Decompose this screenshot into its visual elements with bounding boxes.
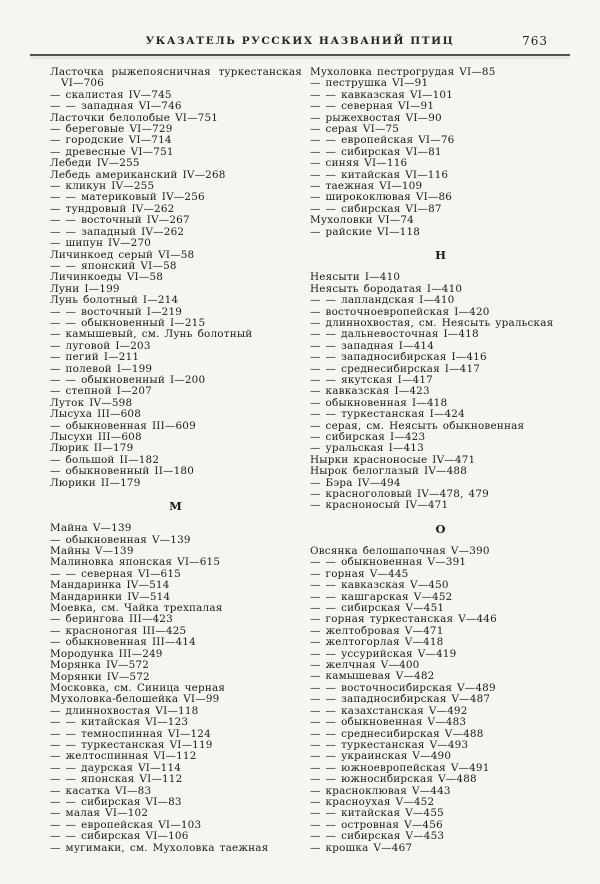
index-entry: Мандаринки IV—514 xyxy=(50,591,171,603)
index-entry: — — якутская I—417 xyxy=(310,374,433,386)
index-entry: Нырки красноносые IV—471 xyxy=(310,454,476,466)
index-entry: — касатка VI—83 xyxy=(50,785,152,797)
index-entry: — — кавказская VI—101 xyxy=(310,89,454,101)
index-entry: — — западносибирская I—416 xyxy=(310,352,487,364)
index-entry: — — туркестанская V—493 xyxy=(310,739,469,751)
index-entry: — — китайская VI—123 xyxy=(50,717,189,729)
index-entry: — уральская I—413 xyxy=(310,443,424,455)
index-entry: — таежная VI—109 xyxy=(310,181,423,193)
index-entry: — — китайская VI—116 xyxy=(310,169,449,181)
index-entry: — — дальневосточная I—418 xyxy=(310,329,479,341)
index-entry: Лебеди IV—255 xyxy=(50,158,140,170)
index-entry: Нырок белоглазый IV—488 xyxy=(310,466,468,478)
index-entry: Луни I—199 xyxy=(50,283,120,295)
index-entry: — степной I—207 xyxy=(50,386,152,398)
index-entry: — большой II—182 xyxy=(50,454,160,466)
index-entry: — обыкновенная I—418 xyxy=(310,397,448,409)
index-entry: Мухоловки VI—74 xyxy=(310,215,414,227)
index-entry: — красноклювая V—443 xyxy=(310,785,451,797)
index-entry: Ласточка рыжепоясничная туркестанская xyxy=(50,67,302,78)
index-entry: — — китайская V—455 xyxy=(310,808,444,820)
index-column-left xyxy=(50,67,302,854)
index-entry: Морянки IV—572 xyxy=(50,671,150,683)
index-entry: — — сибирская V—451 xyxy=(310,603,445,615)
index-entry: — городские VI—714 xyxy=(50,135,172,147)
index-entry: — полевой I—199 xyxy=(50,363,153,375)
index-entry: Овсянка белошапочная V—390 xyxy=(310,546,490,557)
index-entry: Лысуха III—608 xyxy=(50,409,142,421)
index-entry: — Бэра IV—494 xyxy=(310,477,401,489)
index-entry: — — северная VI—615 xyxy=(50,568,181,580)
index-entry: — обыкновенная III—414 xyxy=(50,637,196,649)
index-entry: — — туркестанская VI—119 xyxy=(50,739,213,751)
index-entry: — серая, см. Неясыть обыкновенная xyxy=(310,420,525,432)
index-entry: — пегий I—211 xyxy=(50,352,140,364)
index-entry: — длиннохвостая, см. Неясыть уральская xyxy=(310,317,554,329)
index-entry: — малая VI—102 xyxy=(50,808,149,820)
index-entry: — камышевая V—482 xyxy=(310,671,435,683)
index-entry: — — обыкновенный I—200 xyxy=(50,374,206,386)
index-entry: Майны V—139 xyxy=(50,546,134,558)
index-entry: — желчная V—400 xyxy=(310,660,420,672)
index-entry: — — японский VI—58 xyxy=(50,260,177,272)
index-entry: — желтоспинная VI—112 xyxy=(50,751,197,763)
index-entry: Лунь болотный I—214 xyxy=(50,295,179,307)
index-entry: — обыкновенная III—609 xyxy=(50,420,196,432)
index-entry: — — сибирская VI—83 xyxy=(50,796,182,808)
index-entry: — — сибирская V—453 xyxy=(310,831,445,843)
section-letter: Н xyxy=(435,248,447,263)
index-entry: — — кашгарская V—452 xyxy=(310,591,453,603)
section-letter: М xyxy=(169,499,183,514)
index-entry: Личинкоеды VI—58 xyxy=(50,272,164,284)
index-entry: — шипун IV—270 xyxy=(50,238,152,250)
index-entry: Неясыти I—410 xyxy=(310,272,401,284)
index-entry: — берингова III—423 xyxy=(50,614,173,626)
index-entry: — желтобровая V—471 xyxy=(310,625,444,637)
index-entry: — сибирская I—423 xyxy=(310,431,426,443)
index-entry: — камышевый, см. Лунь болотный xyxy=(50,329,253,341)
index-entry: Мухоловка-белошейка VI—99 xyxy=(50,694,220,706)
index-entry: — длиннохвостая VI—118 xyxy=(50,705,199,717)
index-entry: — — уссурийская V—419 xyxy=(310,648,457,660)
index-entry: Малиновка японская VI—615 xyxy=(50,557,221,569)
index-entry: — — южноевропейская V—491 xyxy=(310,762,490,774)
index-entry: — — украинская V—490 xyxy=(310,751,452,763)
index-entry: — — темноспинная VI—124 xyxy=(50,728,211,740)
index-entry: Люрик II—179 xyxy=(50,443,134,455)
index-entry: Мухоловка пестрогрудая VI—85 xyxy=(310,67,496,78)
page-number: 763 xyxy=(522,34,548,48)
index-entry: Лысухи III—608 xyxy=(50,432,142,443)
index-entry: — — северная VI—91 xyxy=(310,101,435,113)
index-entry: — скалистая IV—745 xyxy=(50,89,172,101)
index-columns xyxy=(50,67,572,854)
index-entry: — — обыкновенный I—215 xyxy=(50,317,206,329)
index-entry: — — сибирская VI—106 xyxy=(50,831,189,843)
index-entry: — береговые VI—729 xyxy=(50,124,173,136)
index-entry: — пеструшка VI—91 xyxy=(310,78,429,90)
index-entry: Моевка, см. Чайка трехпалая xyxy=(50,603,223,615)
index-entry: Морянка IV—572 xyxy=(50,660,150,672)
index-entry: Мородунка III—249 xyxy=(50,648,163,660)
index-entry: — — западная I—414 xyxy=(310,340,435,352)
index-entry: — — европейская VI—76 xyxy=(310,135,455,147)
index-entry: — горная V—445 xyxy=(310,568,409,580)
index-column-right xyxy=(310,67,572,854)
index-entry: — — обыкновенная V—483 xyxy=(310,717,467,729)
index-entry: Мандаринка IV—514 xyxy=(50,580,170,592)
index-entry: — луговой I—203 xyxy=(50,340,151,352)
index-entry: — — западносибирская V—487 xyxy=(310,694,491,706)
index-entry: — красноносый IV—471 xyxy=(310,500,449,512)
index-entry: — кликун IV—255 xyxy=(50,181,155,193)
index-entry: — красноухая V—452 xyxy=(310,796,435,808)
page-title: УКАЗАТЕЛЬ РУССКИХ НАЗВАНИЙ ПТИЦ xyxy=(145,35,455,47)
section-letter: О xyxy=(435,521,447,536)
index-entry: — крошка V—467 xyxy=(310,842,413,854)
index-entry: — — лапландская I—410 xyxy=(310,295,455,307)
index-entry: — — европейская VI—103 xyxy=(50,819,202,831)
index-entry: — красноногая III—425 xyxy=(50,625,187,637)
index-entry: — — сибирская VI—87 xyxy=(310,203,442,215)
index-entry: — древесные VI—751 xyxy=(50,146,174,158)
index-entry: — — кавказская V—450 xyxy=(310,580,449,592)
index-entry: — — даурская VI—114 xyxy=(50,762,182,774)
index-entry: — — материковый IV—256 xyxy=(50,192,205,204)
index-entry: — серая VI—75 xyxy=(310,124,400,136)
index-entry: — кавказская I—423 xyxy=(310,386,430,398)
index-entry: — — среднесибирская I—417 xyxy=(310,363,481,375)
index-entry: — ширококлювая VI—86 xyxy=(310,192,453,204)
index-entry: VI—706 xyxy=(61,78,105,90)
index-entry: — рыжехвостая VI—90 xyxy=(310,112,442,124)
index-entry: — — туркестанская I—424 xyxy=(310,409,465,421)
index-entry: — — японская VI—112 xyxy=(50,774,183,786)
index-entry: — желтогорлая V—418 xyxy=(310,637,444,649)
index-entry: Неясыть бородатая I—410 xyxy=(310,283,463,295)
index-entry: Луток IV—598 xyxy=(50,397,133,409)
index-entry: Личинкоед серый VI—58 xyxy=(50,249,195,261)
index-entry: — синяя VI—116 xyxy=(310,158,408,170)
index-entry: — — казахстанская V—492 xyxy=(310,705,468,717)
index-entry: — — восточный I—219 xyxy=(50,306,183,318)
index-entry: — — восточный IV—267 xyxy=(50,215,190,227)
index-entry: — горная туркестанская V—446 xyxy=(310,614,497,626)
index-entry: — — островная V—456 xyxy=(310,819,443,831)
index-entry: Майна V—139 xyxy=(50,523,132,535)
index-entry: — тундровый IV—262 xyxy=(50,203,175,215)
index-entry: — — восточносибирская V—489 xyxy=(310,682,496,694)
index-entry: — — южносибирская V—488 xyxy=(310,774,477,786)
index-entry: — райские VI—118 xyxy=(310,226,421,238)
index-entry: — мугимаки, см. Мухоловка таежная xyxy=(50,842,269,854)
index-entry: — восточноевропейская I—420 xyxy=(310,306,490,318)
index-entry: — — западный IV—262 xyxy=(50,226,185,238)
index-entry: Лебедь американский IV—268 xyxy=(50,169,226,181)
index-entry: Люрики II—179 xyxy=(50,477,141,489)
index-entry: Московка, см. Синица черная xyxy=(50,682,226,694)
index-entry: — обыкновенный II—180 xyxy=(50,466,195,478)
index-entry: — обыкновенная V—139 xyxy=(50,534,191,546)
running-header xyxy=(30,34,570,56)
index-entry: — красноголовый IV—478, 479 xyxy=(310,489,489,500)
index-entry: — — обыкновенная V—391 xyxy=(310,557,467,569)
index-entry: — — сибирская VI—81 xyxy=(310,146,442,158)
index-entry: — — западная VI—746 xyxy=(50,101,182,113)
index-entry: Ласточки белолобые VI—751 xyxy=(50,112,219,124)
index-entry: — — среднесибирская V—488 xyxy=(310,728,484,740)
